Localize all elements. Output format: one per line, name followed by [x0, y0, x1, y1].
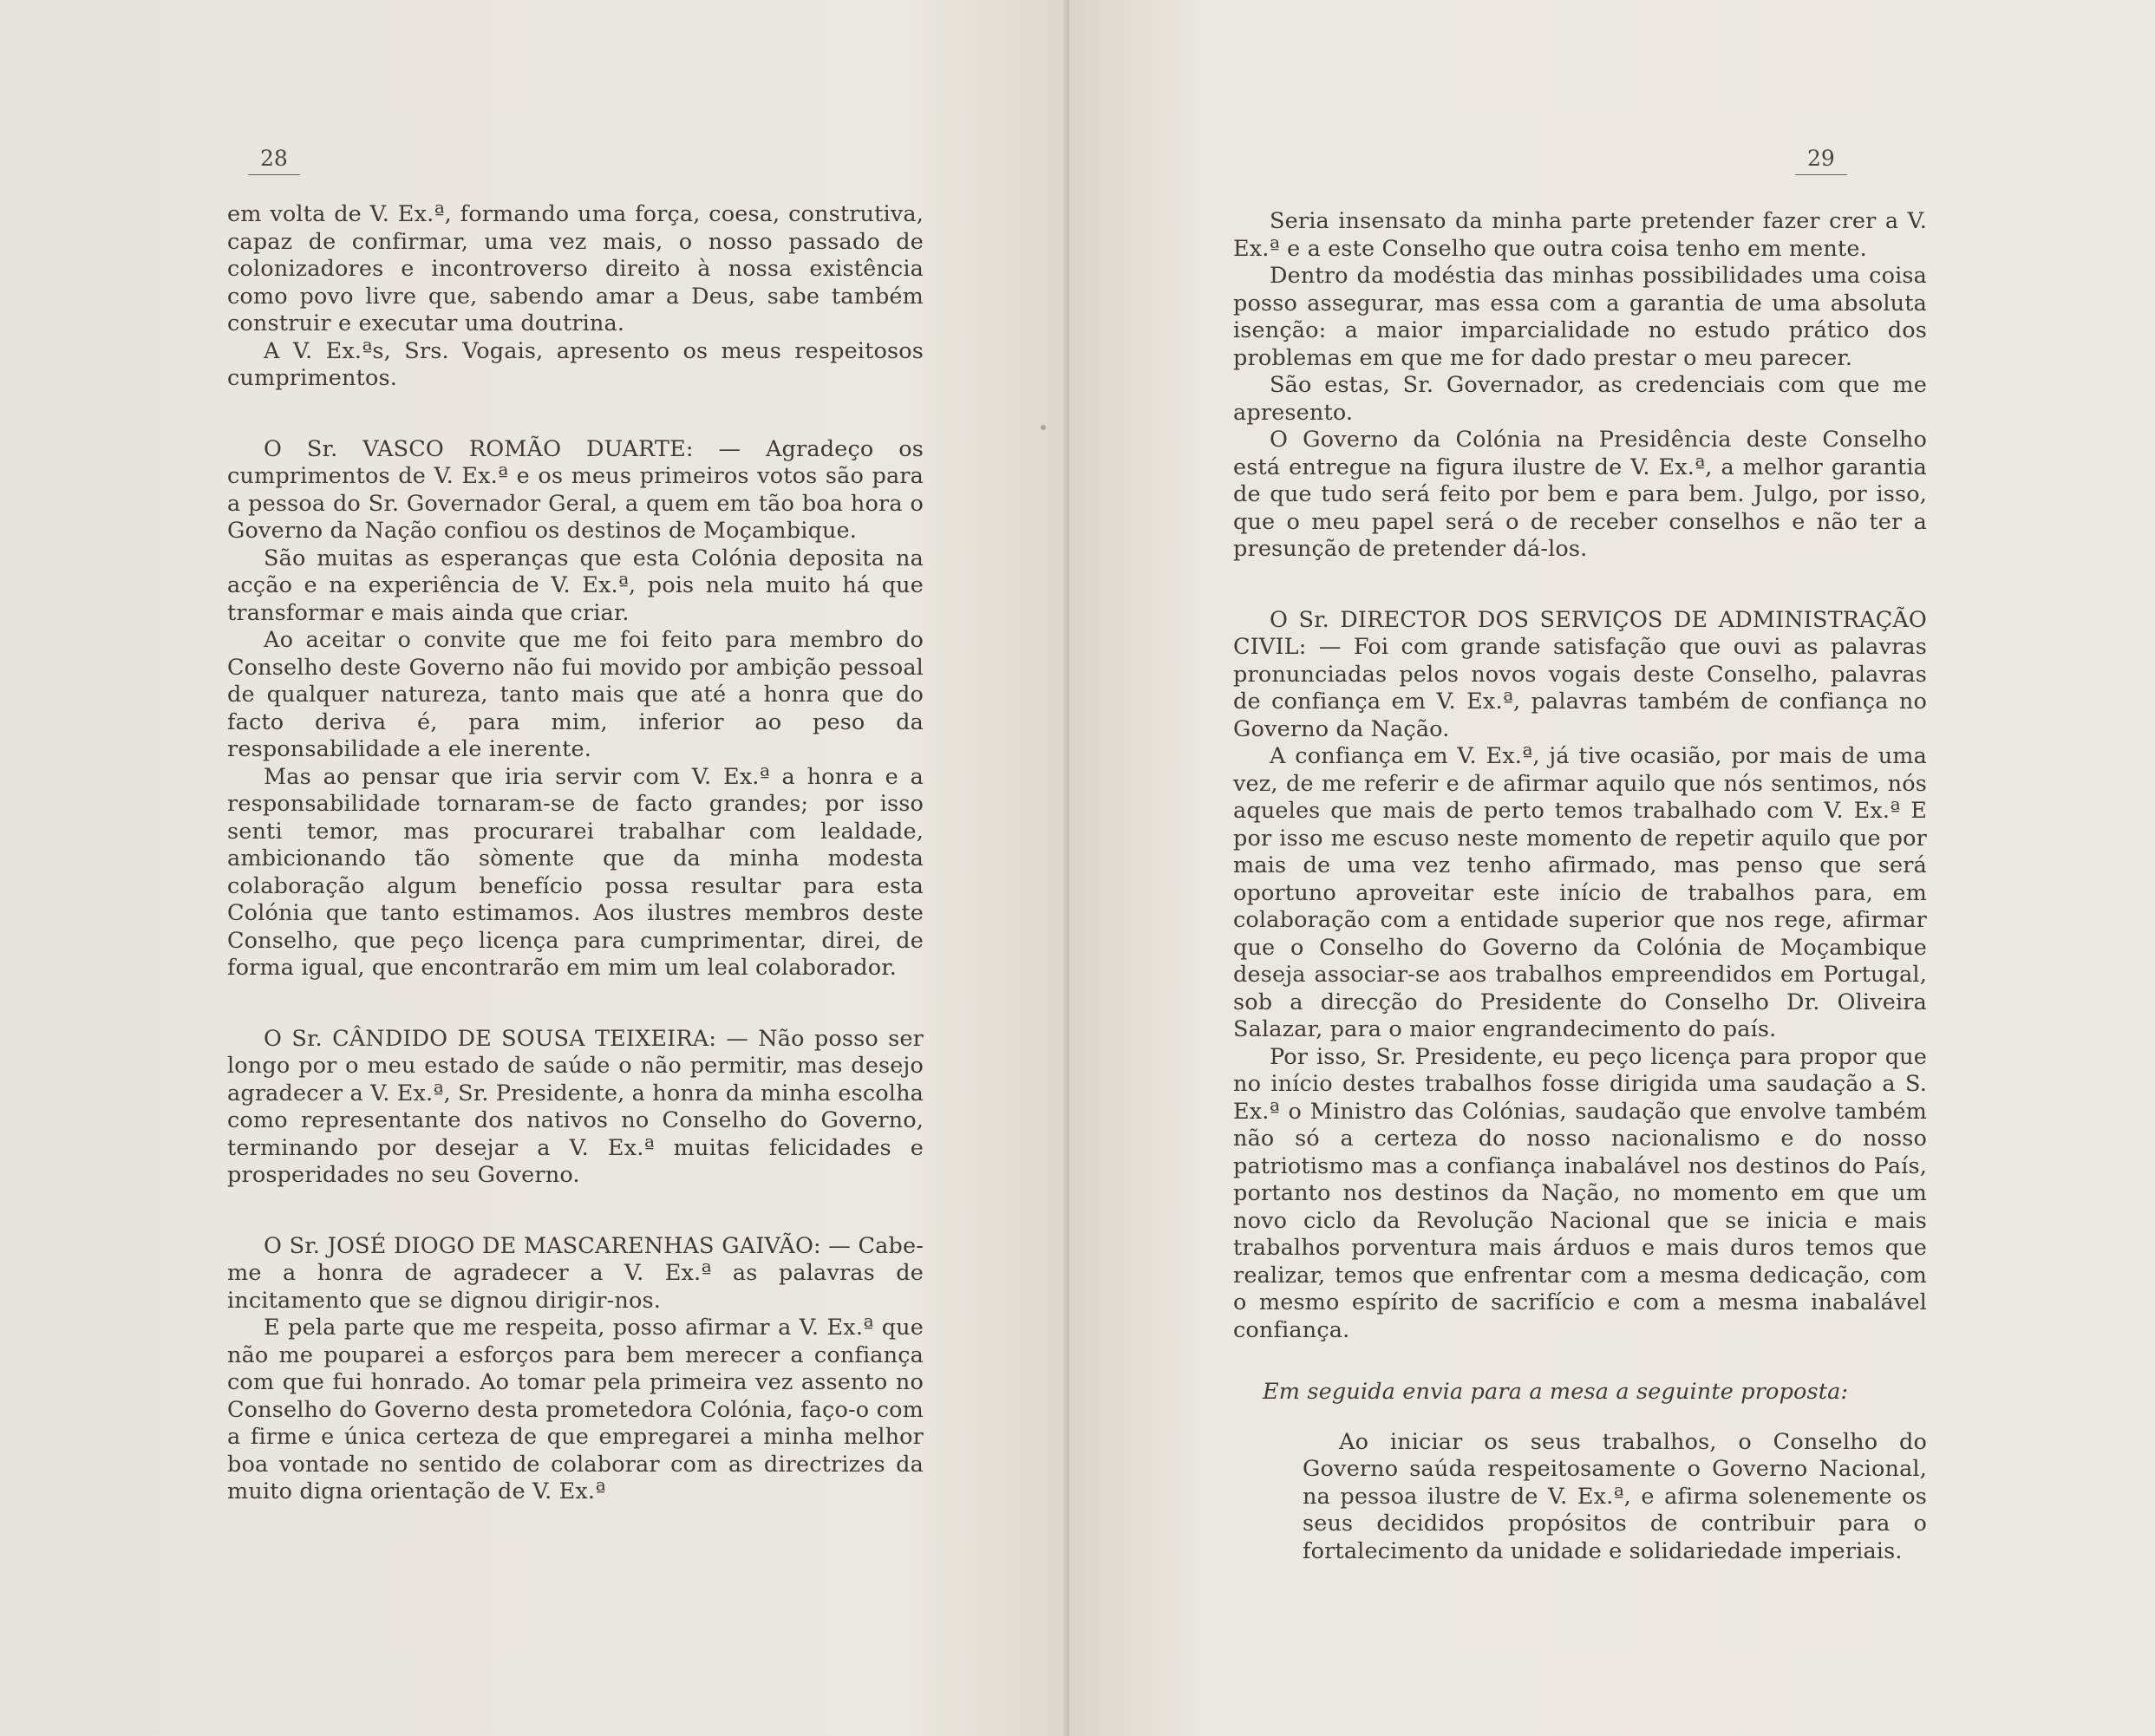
paragraph: São muitas as esperanças que esta Colónia deposita na acção e na experiência de V. Ex.ª, pois nela muito há que transformar e mais ainda que criar. [227, 545, 924, 626]
left-text-column [227, 201, 924, 1506]
speaker-paragraph: O Sr. DIRECTOR DOS SERVIÇOS DE ADMINISTRAÇÃO CIVIL: — Foi com grande satisfação que ouvi as palavras pronunciadas pelos novos vogais deste Conselho, palavras de confiança em V. Ex.ª, palavras também de confiança no Governo da Nação. [1233, 606, 1927, 742]
proposal-text: Ao iniciar os seus trabalhos, o Conselho do Governo saúda respeitosamente o Governo Nacional, na pessoa ilustre de V. Ex.ª, e afirma solenemente os seus decididos propósitos de contribuir para o fortalecimento da unidade e solidariedade imperiais. [1303, 1428, 1927, 1564]
page-number-right: 29 [1795, 146, 1847, 175]
paragraph: São estas, Sr. Governador, as credenciais com que me apresento. [1233, 372, 1927, 426]
paragraph: A V. Ex.ªs, Srs. Vogais, apresento os meus respeitosos cumprimentos. [227, 337, 924, 391]
speaker-paragraph: O Sr. VASCO ROMÃO DUARTE: — Agradeço os cumprimentos de V. Ex.ª e os meus primeiros votos são para a pessoa do Sr. Governador Geral, a quem em tão boa hora o Governo da Nação confiou os destinos de Moçambique. [227, 435, 924, 544]
paragraph: Dentro da modéstia das minhas possibilidades uma coisa posso assegurar, mas essa com a garantia de uma absoluta isenção: a maior imparcialidade no estudo prático dos problemas em que me for dado prestar o meu parecer. [1233, 263, 1927, 371]
speaker-paragraph: O Sr. JOSÉ DIOGO DE MASCARENHAS GAIVÃO: — Cabe-me a honra de agradecer a V. Ex.ª as palavras de incitamento que se dignou dirigir-nos. [227, 1232, 924, 1314]
staple-hole [1041, 425, 1046, 430]
left-page [0, 0, 1069, 1736]
paragraph: Seria insensato da minha parte pretender fazer crer a V. Ex.ª e a este Conselho que outra coisa tenho em mente. [1233, 208, 1927, 262]
paragraph: O Governo da Colónia na Presidência deste Conselho está entregue na figura ilustre de V. Ex.ª, a melhor garantia de que tudo será feito por bem e para bem. Julgo, por isso, que o meu papel será o de receber conselhos e não ter a presunção de pretender dá-los. [1233, 427, 1927, 562]
paragraph: em volta de V. Ex.ª, formando uma força, coesa, construtiva, capaz de confirmar, uma vez mais, o nosso passado de colonizadores e incontroverso direito à nossa existência como povo livre que, sabendo amar a Deus, sabe também construir e executar uma doutrina. [227, 201, 924, 336]
paragraph: E pela parte que me respeita, posso afirmar a V. Ex.ª que não me pouparei a esforços para bem merecer a confiança com que fui honrado. Ao tomar pela primeira vez assento no Conselho do Governo desta prometedora Colónia, faço-o com a firme e única certeza de que empregarei a minha melhor boa vontade no sentido de colaborar com as directrizes da muito digna orientação de V. Ex.ª [227, 1315, 924, 1504]
page-number-left: 28 [248, 146, 300, 175]
speaker-paragraph: O Sr. CÂNDIDO DE SOUSA TEIXEIRA: — Não posso ser longo por o meu estado de saúde o não permitir, mas desejo agradecer a V. Ex.ª, Sr. Presidente, a honra da minha escolha como representante dos nativos no Conselho do Governo, terminando por desejar a V. Ex.ª muitas felicidades e prosperidades no seu Governo. [227, 1025, 924, 1188]
proposal-intro: Em seguida envia para a mesa a seguinte proposta: [1263, 1379, 1849, 1405]
paragraph: Mas ao pensar que iria servir com V. Ex.ª a honra e a responsabilidade tornaram-se de facto grandes; por isso senti temor, mas procurarei trabalhar com lealdade, ambicionando tão sòmente que da minha modesta colaboração algum benefício possa resultar para esta Colónia que tanto estimamos. Aos ilustres membros deste Conselho, que peço licença para cumprimentar, direi, de forma igual, que encontrarão em mim um leal colaborador. [227, 763, 924, 981]
right-text-column [1233, 208, 1927, 1565]
paragraph: A confiança em V. Ex.ª, já tive ocasião, por mais de uma vez, de me referir e de afirmar aquilo que nós sentimos, nós aqueles que mais de perto temos trabalhado com V. Ex.ª E por isso me escuso neste momento de repetir aquilo que por mais de uma vez tenho afirmado, mas penso que será oportuno aproveitar este início de trabalhos para, em colaboração com a entidade superior que nos rege, afirmar que o Conselho do Governo da Colónia de Moçambique deseja associar-se aos trabalhos empreendidos em Portugal, sob a direcção do Presidente do Conselho Dr. Oliveira Salazar, para o maior engrandecimento do país. [1233, 743, 1927, 1042]
paragraph: Por isso, Sr. Presidente, eu peço licença para propor que no início destes trabalhos fosse dirigida uma saudação a S. Ex.ª o Ministro das Colónias, saudação que envolve também não só a certeza do nosso nacionalismo e do nosso patriotismo mas a confiança inabalável nos destinos do País, portanto nos destinos da Nação, no momento em que um novo ciclo da Revolução Nacional que se inicia e mais trabalhos porventura mais árduos e mais duros temos que realizar, temos que enfrentar com a mesma dedicação, com o mesmo espírito de sacrifício e com a mesma inabalável confiança. [1233, 1043, 1927, 1343]
paragraph: Ao aceitar o convite que me foi feito para membro do Conselho deste Governo não fui movido por ambição pessoal de qualquer natureza, tanto mais que até a honra que do facto deriva é, para mim, inferior ao peso da responsabilidade a ele inerente. [227, 627, 924, 762]
right-page [1069, 0, 2155, 1736]
